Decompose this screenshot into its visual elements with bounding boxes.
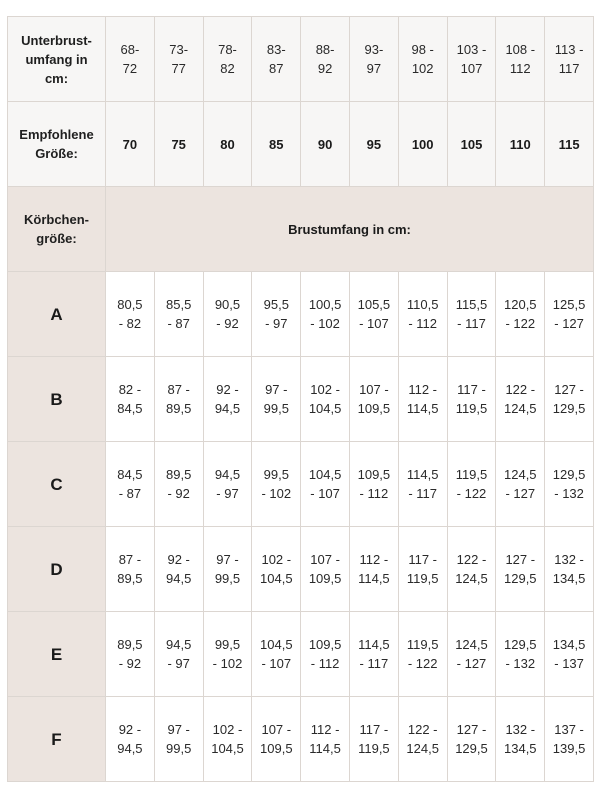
bust-range-cell: 112 - 114,5: [349, 527, 398, 612]
recommended-size-cell: 110: [496, 102, 545, 187]
cup-row: [8, 357, 594, 442]
cup-header-row: [8, 187, 594, 272]
bust-range-cell: 97 - 99,5: [154, 697, 203, 782]
recommended-size-cell: 80: [203, 102, 252, 187]
bust-range-cell: 132 - 134,5: [496, 697, 545, 782]
bust-range-cell: 107 - 109,5: [252, 697, 301, 782]
bust-range-cell: 132 - 134,5: [545, 527, 594, 612]
recommended-size-cell: 75: [154, 102, 203, 187]
bust-range-cell: 107 - 109,5: [301, 527, 350, 612]
bust-range-cell: 84,5 - 87: [106, 442, 155, 527]
cup-row: [8, 272, 594, 357]
underbust-range-cell: 68- 72: [106, 17, 155, 102]
bust-range-cell: 87 - 89,5: [154, 357, 203, 442]
bust-range-cell: 102 - 104,5: [301, 357, 350, 442]
bust-range-cell: 124,5 - 127: [447, 612, 496, 697]
bust-range-cell: 92 - 94,5: [154, 527, 203, 612]
recommended-size-cell: 95: [349, 102, 398, 187]
bust-range-cell: 122 - 124,5: [398, 697, 447, 782]
bust-range-cell: 89,5 - 92: [154, 442, 203, 527]
underbust-range-cell: 108 - 112: [496, 17, 545, 102]
underbust-range-cell: 83- 87: [252, 17, 301, 102]
recommended-size-cell: 70: [106, 102, 155, 187]
bust-range-cell: 112 - 114,5: [398, 357, 447, 442]
underbust-range-cell: 73- 77: [154, 17, 203, 102]
bust-range-cell: 127 - 129,5: [545, 357, 594, 442]
cup-letter: F: [8, 697, 106, 782]
underbust-range-cell: 103 - 107: [447, 17, 496, 102]
bust-range-cell: 109,5 - 112: [301, 612, 350, 697]
bust-range-cell: 122 - 124,5: [447, 527, 496, 612]
bust-range-cell: 119,5 - 122: [398, 612, 447, 697]
recommended-size-cell: 85: [252, 102, 301, 187]
bust-range-cell: 109,5 - 112: [349, 442, 398, 527]
bust-range-cell: 107 - 109,5: [349, 357, 398, 442]
bust-range-cell: 119,5 - 122: [447, 442, 496, 527]
bust-range-cell: 92 - 94,5: [203, 357, 252, 442]
cup-row: [8, 527, 594, 612]
bust-measure-label: Brustumfang in cm:: [106, 187, 594, 272]
bust-range-cell: 99,5 - 102: [203, 612, 252, 697]
cup-size-label: Körbchen- größe:: [8, 187, 106, 272]
bust-range-cell: 120,5 - 122: [496, 272, 545, 357]
underbust-range-cell: 78- 82: [203, 17, 252, 102]
recommended-size-cell: 100: [398, 102, 447, 187]
bust-range-cell: 82 - 84,5: [106, 357, 155, 442]
bust-range-cell: 90,5 - 92: [203, 272, 252, 357]
recommended-size-cell: 115: [545, 102, 594, 187]
recommended-size-label: Empfohlene Größe:: [8, 102, 106, 187]
bust-range-cell: 102 - 104,5: [252, 527, 301, 612]
bust-range-cell: 99,5 - 102: [252, 442, 301, 527]
bust-range-cell: 94,5 - 97: [154, 612, 203, 697]
bust-range-cell: 95,5 - 97: [252, 272, 301, 357]
bust-range-cell: 134,5 - 137: [545, 612, 594, 697]
bust-range-cell: 122 - 124,5: [496, 357, 545, 442]
bust-range-cell: 127 - 129,5: [496, 527, 545, 612]
underbust-label: Unterbrust- umfang in cm:: [8, 17, 106, 102]
bust-range-cell: 114,5 - 117: [398, 442, 447, 527]
bust-range-cell: 102 - 104,5: [203, 697, 252, 782]
underbust-range-cell: 93- 97: [349, 17, 398, 102]
underbust-range-cell: 88- 92: [301, 17, 350, 102]
underbust-range-cell: 113 - 117: [545, 17, 594, 102]
bust-range-cell: 97 - 99,5: [252, 357, 301, 442]
cup-row: [8, 612, 594, 697]
bust-range-cell: 117 - 119,5: [349, 697, 398, 782]
cup-letter: C: [8, 442, 106, 527]
bust-range-cell: 105,5 - 107: [349, 272, 398, 357]
cup-letter: B: [8, 357, 106, 442]
bust-range-cell: 124,5 - 127: [496, 442, 545, 527]
bust-range-cell: 115,5 - 117: [447, 272, 496, 357]
bust-range-cell: 92 - 94,5: [106, 697, 155, 782]
bust-range-cell: 80,5 - 82: [106, 272, 155, 357]
bust-range-cell: 85,5 - 87: [154, 272, 203, 357]
bust-range-cell: 117 - 119,5: [447, 357, 496, 442]
recommended-size-row: [8, 102, 594, 187]
cup-row: [8, 442, 594, 527]
bust-range-cell: 137 - 139,5: [545, 697, 594, 782]
cup-letter: D: [8, 527, 106, 612]
size-chart-table: [7, 16, 594, 782]
bust-range-cell: 125,5 - 127: [545, 272, 594, 357]
underbust-range-cell: 98 - 102: [398, 17, 447, 102]
bust-range-cell: 94,5 - 97: [203, 442, 252, 527]
cup-letter: E: [8, 612, 106, 697]
bust-range-cell: 117 - 119,5: [398, 527, 447, 612]
recommended-size-cell: 105: [447, 102, 496, 187]
bust-range-cell: 114,5 - 117: [349, 612, 398, 697]
bust-range-cell: 129,5 - 132: [496, 612, 545, 697]
bust-range-cell: 97 - 99,5: [203, 527, 252, 612]
cup-letter: A: [8, 272, 106, 357]
bust-range-cell: 127 - 129,5: [447, 697, 496, 782]
bust-range-cell: 104,5 - 107: [252, 612, 301, 697]
recommended-size-cell: 90: [301, 102, 350, 187]
bust-range-cell: 87 - 89,5: [106, 527, 155, 612]
bust-range-cell: 112 - 114,5: [301, 697, 350, 782]
underbust-row: [8, 17, 594, 102]
bust-range-cell: 129,5 - 132: [545, 442, 594, 527]
bust-range-cell: 110,5 - 112: [398, 272, 447, 357]
bust-range-cell: 104,5 - 107: [301, 442, 350, 527]
cup-row: [8, 697, 594, 782]
bust-range-cell: 89,5 - 92: [106, 612, 155, 697]
bust-range-cell: 100,5 - 102: [301, 272, 350, 357]
